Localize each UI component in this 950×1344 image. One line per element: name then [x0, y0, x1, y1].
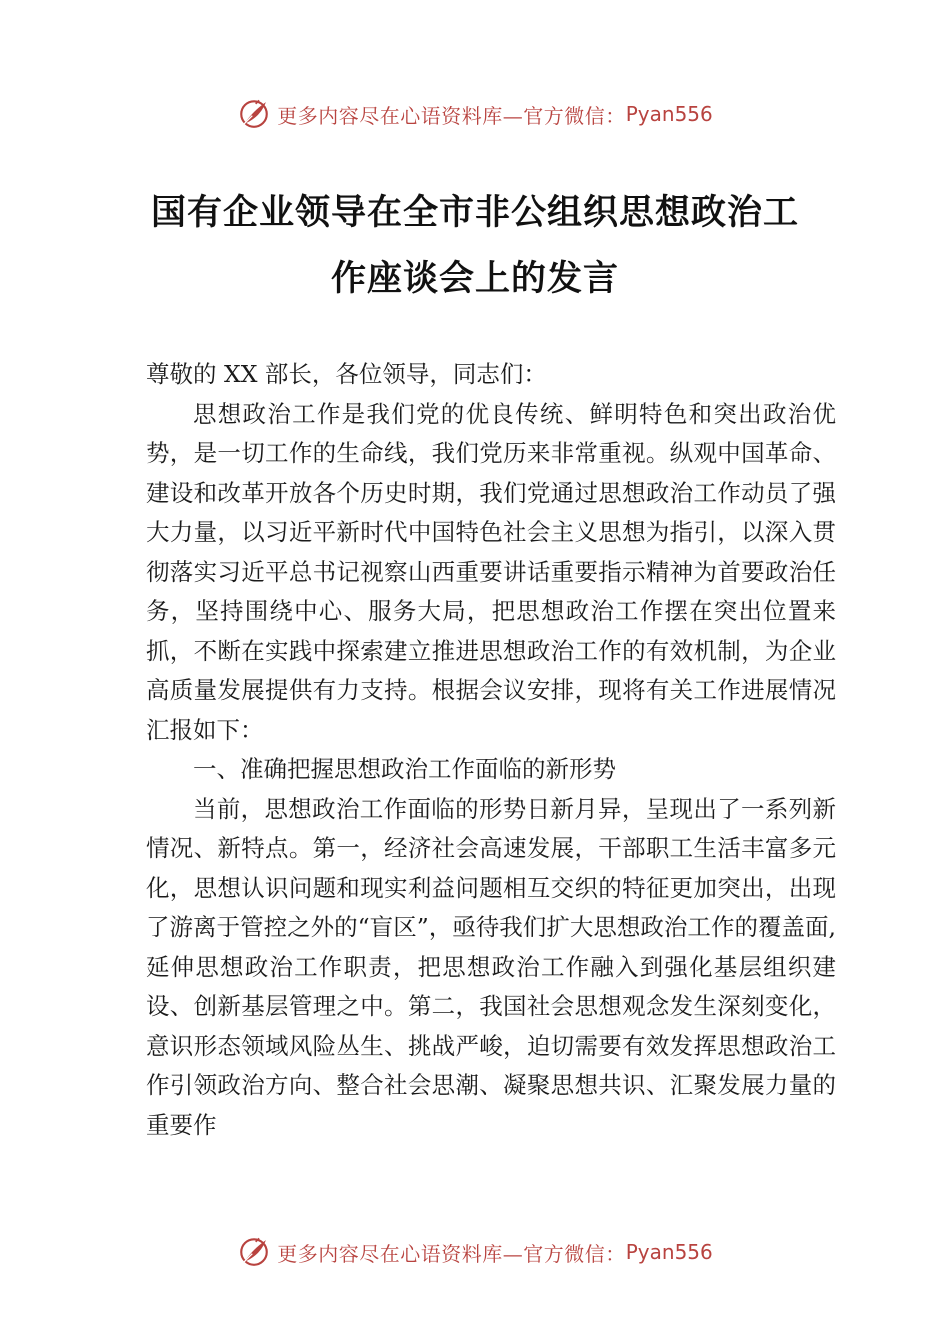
watermark-wechat-id: Pyan556	[625, 102, 713, 126]
title-line-2: 作座谈会上的发言	[330, 258, 619, 299]
header-watermark	[0, 94, 950, 134]
footer-watermark	[0, 1232, 950, 1272]
quill-pen-logo-icon	[237, 1235, 271, 1269]
watermark-text: 更多内容尽在心语资料库—官方微信：	[277, 1241, 626, 1266]
document-body	[146, 355, 836, 1145]
paragraph-situation: 当前，思想政治工作面临的形势日新月异，呈现出了一系列新情况、新特点。第一，经济社会高速发展，干部职工生活丰富多元化，思想认识问题和现实利益问题相互交织的特征更加突出，出现了游离于管控之外的“盲区”，亟待我们扩大思想政治工作的覆盖面,延伸思想政治工作职责，把思想政治工作融入到强化基层组织建设、创新基层管理之中。第二，我国社会思想观念发生深刻变化，意识形态领域风险丛生、挑战严峻，迫切需要有效发挥思想政治工作引领政治方向、整合社会思潮、凝聚思想共识、汇聚发展力量的重要作	[146, 794, 836, 1139]
title-line-1: 国有企业领导在全市非公组织思想政治工	[150, 192, 799, 233]
watermark-wechat-id: Pyan556	[625, 1240, 713, 1264]
watermark-text: 更多内容尽在心语资料库—官方微信：	[277, 103, 626, 128]
paragraph-intro: 思想政治工作是我们党的优良传统、鲜明特色和突出政治优势，是一切工作的生命线，我们党历来非常重视。纵观中国革命、建设和改革开放各个历史时期，我们党通过思想政治工作动员了强大力量，以习近平新时代中国特色社会主义思想为指引，以深入贯彻落实习近平总书记视察山西重要讲话重要指示精神为首要政治任务，坚持围绕中心、服务大局，把思想政治工作摆在突出位置来抓，不断在实践中探索建立推进思想政治工作的有效机制，为企业高质量发展提供有力支持。根据会议安排，现将有关工作进展情况汇报如下：	[146, 399, 836, 744]
salutation: 尊敬的 XX 部长，各位领导，同志们：	[146, 360, 547, 388]
document-title	[0, 180, 950, 312]
quill-pen-logo-icon	[237, 97, 271, 131]
section-heading-1: 一、准确把握思想政治工作面临的新形势	[193, 755, 616, 783]
